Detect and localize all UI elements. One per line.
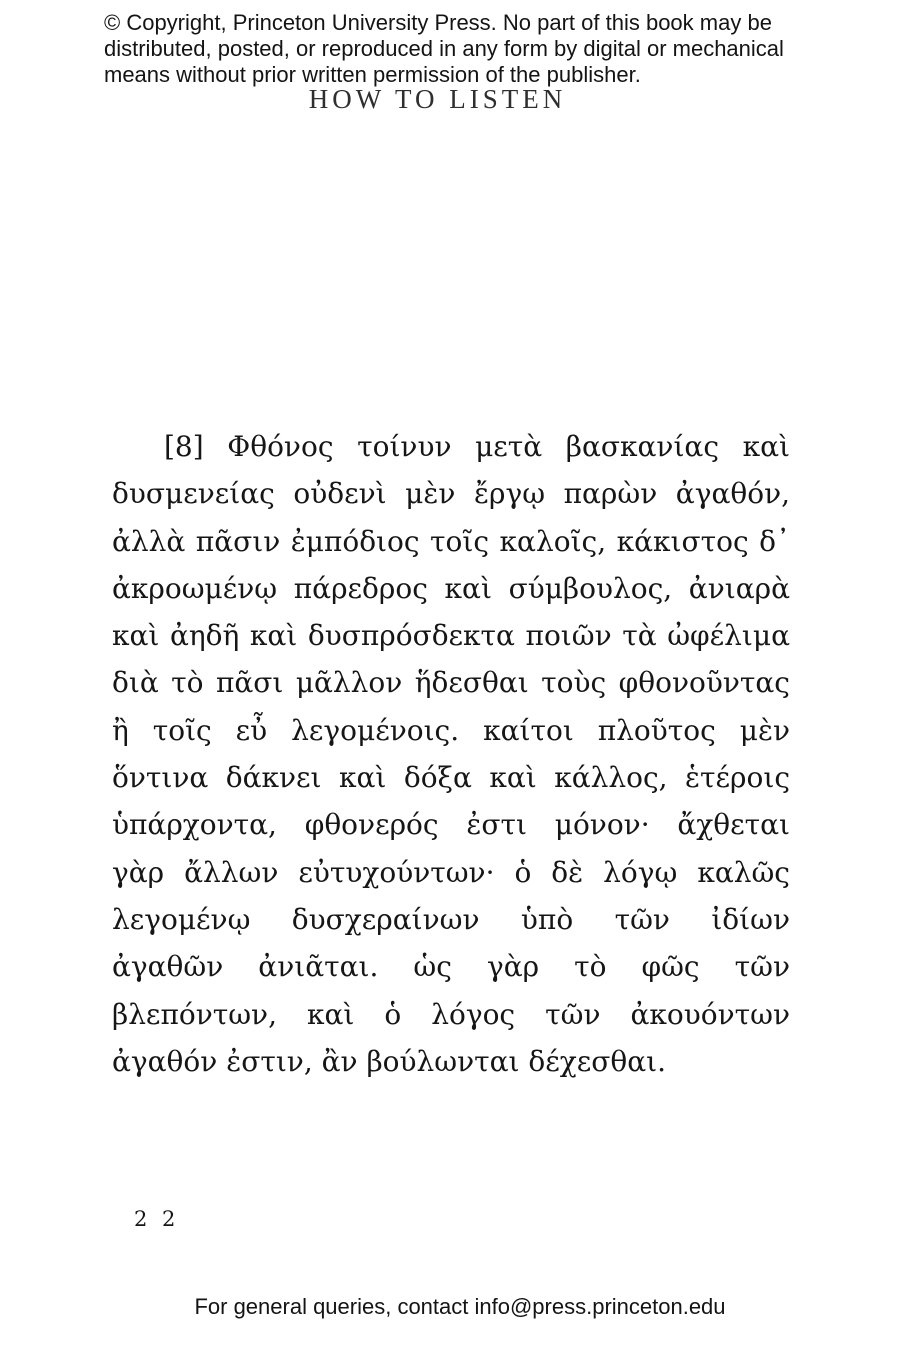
running-head-title: HOW TO LISTEN bbox=[308, 84, 567, 114]
greek-line: λεγομένῳ δυσχεραίνων ὑπὸ τῶν ἰδίων bbox=[112, 902, 790, 936]
greek-line: ὅντινα δάκνει καὶ δόξα καὶ κάλλος, ἑτέροις bbox=[112, 761, 790, 795]
greek-line: διὰ τὸ πᾶσι μᾶλλον ἥδεσθαι τοὺς φθονοῦντας bbox=[112, 666, 790, 700]
greek-line: ἀλλὰ πᾶσιν ἐμπόδιος τοῖς καλοῖς, κάκιστος δ᾽ bbox=[112, 524, 790, 558]
greek-line: [8] Φθόνος τοίνυν μετὰ βασκανίας καὶ bbox=[164, 430, 790, 463]
greek-paragraph bbox=[112, 423, 790, 1085]
footer-contact: For general queries, contact info@press.princeton.edu bbox=[194, 1294, 726, 1319]
greek-line: γὰρ ἄλλων εὐτυχούντων· ὁ δὲ λόγῳ καλῶς bbox=[112, 855, 790, 889]
copyright-notice bbox=[104, 10, 814, 88]
greek-line: ἢ τοῖς εὖ λεγομένοις. καίτοι πλοῦτος μὲν bbox=[112, 713, 790, 747]
copyright-line: means without prior written permission of the publisher. bbox=[104, 62, 641, 87]
greek-line: ἀκροωμένῳ πάρεδρος καὶ σύμβουλος, ἀνιαρὰ bbox=[112, 571, 790, 605]
page-number: 2 2 bbox=[134, 1207, 180, 1231]
copyright-line: © Copyright, Princeton University Press. No part of this book may be bbox=[104, 10, 772, 35]
greek-line: δυσμενείας οὐδενὶ μὲν ἔργῳ παρὼν ἀγαθόν, bbox=[112, 477, 790, 511]
greek-line: ἀγαθόν ἐστιν, ἂν βούλωνται δέχεσθαι. bbox=[112, 1044, 666, 1078]
greek-line: βλεπόντων, καὶ ὁ λόγος τῶν ἀκουόντων bbox=[112, 997, 790, 1031]
greek-line: καὶ ἀηδῆ καὶ δυσπρόσδεκτα ποιῶν τὰ ὠφέλιμα bbox=[112, 619, 790, 653]
copyright-line: distributed, posted, or reproduced in any form by digital or mechanical bbox=[104, 36, 784, 61]
greek-line: ἀγαθῶν ἀνιᾶται. ὡς γὰρ τὸ φῶς τῶν bbox=[112, 950, 790, 984]
greek-line: ὑπάρχοντα, φθονερός ἐστι μόνον· ἄχθεται bbox=[112, 808, 790, 842]
